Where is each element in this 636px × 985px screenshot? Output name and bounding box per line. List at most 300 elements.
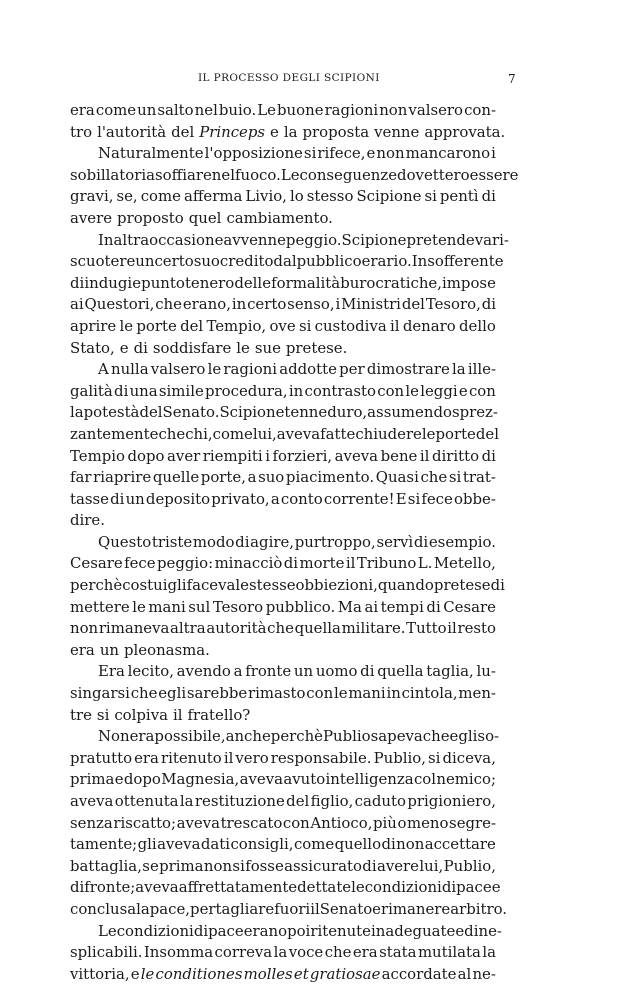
word: aveva: [70, 792, 114, 810]
word: la: [179, 792, 194, 810]
word: di: [481, 295, 496, 314]
word: di: [360, 662, 375, 681]
word: stesso: [306, 187, 354, 206]
word: le: [235, 576, 249, 595]
word: obbe-: [454, 489, 496, 508]
word: pubblico.: [265, 597, 336, 616]
word: cintola,: [401, 684, 458, 703]
word: nel: [194, 101, 218, 119]
word: di: [441, 878, 457, 897]
word: aveva: [157, 835, 201, 854]
word: come: [140, 187, 181, 206]
word: rimasto: [248, 684, 306, 703]
word: sarebbe: [186, 684, 248, 703]
word: e: [270, 122, 279, 141]
word: non: [396, 835, 425, 854]
word: del: [180, 316, 204, 335]
word: restituzione: [194, 792, 285, 810]
page-number: 7: [507, 72, 516, 86]
word: ri-: [491, 230, 509, 249]
word: gravi,: [70, 187, 114, 206]
word: accordate: [381, 964, 457, 983]
word: i: [265, 446, 270, 465]
word: diceva,: [442, 748, 496, 767]
word: ritenute: [310, 921, 371, 940]
word: con: [377, 381, 405, 400]
word: responsabile.: [270, 748, 372, 767]
text-line: [70, 705, 496, 727]
word: le: [351, 878, 365, 897]
word: a: [247, 468, 257, 487]
word: quando: [377, 576, 434, 595]
text-line: [70, 553, 496, 575]
word: costui: [122, 576, 168, 595]
word: fece: [124, 554, 156, 573]
word: far: [70, 468, 92, 487]
word: aveva: [334, 446, 379, 465]
word: pleonasma.: [124, 640, 210, 659]
word: lui,: [252, 424, 277, 443]
word: con: [306, 684, 334, 703]
word: peggio.: [285, 230, 342, 249]
word: dettate: [297, 878, 352, 897]
word: Senato: [319, 899, 373, 918]
text-line: [70, 813, 496, 835]
word: procedura,: [205, 381, 288, 400]
word: splicabili.: [70, 943, 143, 962]
word: il: [345, 554, 356, 573]
word: Cesare: [443, 597, 496, 616]
word: Princeps: [199, 122, 266, 141]
text-line: [70, 122, 506, 144]
word: del: [401, 295, 425, 314]
word: il: [390, 316, 400, 335]
text-line: [70, 100, 496, 122]
word: ai: [364, 597, 379, 616]
text-line: [70, 791, 496, 813]
word: gratiosae: [309, 964, 381, 983]
word: il: [223, 748, 234, 767]
word: ine-: [473, 921, 502, 940]
text-line: [70, 165, 519, 187]
word: minacciò: [214, 554, 283, 573]
text-line: [70, 359, 496, 381]
word: rifece,: [317, 144, 366, 163]
word: di: [114, 381, 129, 400]
word: morte: [299, 554, 345, 573]
word: che: [420, 468, 448, 487]
word: ed: [455, 921, 474, 940]
word: salto: [157, 101, 194, 119]
word: Non: [98, 727, 130, 746]
word: privato,: [211, 489, 270, 508]
word: ne-: [472, 964, 496, 983]
word: la: [283, 122, 298, 141]
word: erario.: [361, 252, 412, 271]
word: consigli,: [230, 835, 294, 854]
word: rimanere: [380, 899, 451, 918]
word: zantemente: [70, 424, 159, 443]
word: un: [99, 640, 119, 659]
word: perchè: [270, 727, 323, 746]
word: il: [310, 899, 320, 918]
word: assicurato: [284, 856, 362, 875]
word: era: [70, 101, 95, 119]
word: quello: [334, 835, 382, 854]
word: o: [397, 813, 407, 832]
word: non: [203, 856, 233, 875]
word: triste: [151, 532, 193, 551]
word: essere: [469, 165, 519, 184]
word: leggi: [420, 381, 458, 400]
word: in: [386, 684, 401, 703]
text-line: [70, 294, 496, 316]
word: Publio,: [373, 748, 426, 767]
word: era: [70, 640, 95, 659]
word: avvenne: [223, 230, 286, 249]
word: duro,: [327, 403, 368, 422]
word: Senato.: [162, 403, 220, 422]
word: un: [137, 101, 157, 119]
word: Questori,: [84, 295, 155, 314]
word: fronte: [245, 662, 292, 681]
word: sobillatori: [70, 165, 147, 184]
word: si: [428, 748, 441, 767]
word: senso,: [287, 295, 335, 314]
word: arbitro.: [450, 899, 508, 918]
text-line: [70, 575, 505, 597]
word: ai: [70, 295, 84, 314]
word: altra: [170, 619, 206, 638]
text-line: [70, 467, 496, 489]
word: Metello,: [433, 554, 496, 573]
word: che: [267, 619, 294, 638]
word: Ministri: [341, 295, 401, 314]
word: di: [110, 489, 125, 508]
word: prima: [159, 856, 204, 875]
word: peggio:: [156, 554, 214, 573]
word: tro: [70, 122, 93, 141]
word: stata: [379, 943, 417, 962]
word: egli: [158, 684, 187, 703]
body-text: [70, 100, 519, 985]
word: indugi: [84, 273, 133, 292]
text-line: [70, 661, 496, 683]
word: mettere: [70, 597, 130, 616]
word: valsero: [408, 101, 464, 119]
word: esempio.: [428, 532, 496, 551]
text-line: [70, 683, 496, 705]
word: dopo: [123, 770, 161, 789]
word: intelligenza: [325, 770, 414, 789]
word: correva: [214, 943, 273, 962]
word: in: [288, 381, 304, 400]
word: fuori: [274, 899, 311, 918]
word: battaglia,: [70, 856, 142, 875]
word: era: [134, 748, 159, 767]
word: gli: [167, 576, 187, 595]
word: si: [424, 187, 437, 206]
text-line: [70, 316, 496, 338]
word: di: [235, 532, 250, 551]
word: militare.: [341, 619, 406, 638]
word: chiudere: [355, 424, 422, 443]
word: delle: [234, 273, 272, 292]
word: Questo: [98, 532, 152, 551]
word: cambiamento.: [226, 208, 333, 227]
word: con: [468, 381, 496, 400]
word: era: [129, 727, 155, 746]
word: figlio,: [310, 792, 354, 810]
word: soffiare: [155, 165, 212, 184]
word: gli: [137, 835, 157, 854]
word: mani: [148, 597, 186, 616]
word: le: [140, 964, 155, 983]
word: aveva: [135, 878, 179, 897]
word: riscatto;: [113, 813, 177, 832]
word: a: [146, 165, 156, 184]
word: aprire: [70, 316, 117, 335]
word: Scipione: [341, 230, 407, 249]
word: Le: [98, 921, 117, 940]
word: trescato: [220, 813, 283, 832]
text-line: [70, 489, 496, 511]
word: tasse: [70, 489, 109, 508]
word: e: [119, 338, 129, 357]
text-line: [70, 597, 496, 619]
word: del: [286, 792, 310, 810]
word: forzieri,: [272, 446, 333, 465]
word: buone: [277, 101, 324, 119]
word: i: [335, 295, 341, 314]
word: di: [133, 338, 148, 357]
word: di: [70, 878, 85, 897]
word: col: [413, 770, 437, 789]
word: uomo: [315, 662, 358, 681]
word: valsero: [150, 360, 206, 379]
word: la: [451, 360, 466, 379]
text-line: [70, 726, 500, 748]
text-line: [70, 640, 496, 662]
word: ritenuto: [160, 748, 222, 767]
word: taglia,: [426, 662, 474, 681]
word: condizioni: [116, 921, 194, 940]
text-line: [70, 769, 496, 791]
word: certo: [154, 252, 194, 271]
word: inadeguate: [370, 921, 456, 940]
word: come: [95, 101, 137, 119]
word: obbiezioni,: [295, 576, 378, 595]
word: men-: [458, 684, 496, 703]
word: le: [119, 316, 134, 335]
word: la: [136, 899, 150, 918]
word: un: [125, 489, 145, 508]
word: et: [293, 964, 309, 983]
word: non: [379, 101, 408, 119]
word: tenero: [184, 273, 235, 292]
word: fece: [421, 489, 453, 508]
word: tre: [70, 705, 92, 724]
word: lo: [289, 187, 304, 206]
word: pace: [456, 878, 492, 897]
word: di: [490, 576, 505, 595]
word: lui,: [419, 856, 444, 875]
word: dimostrare: [366, 360, 450, 379]
word: erano,: [182, 295, 231, 314]
word: le: [236, 338, 250, 357]
text-line: [70, 964, 496, 985]
word: di: [362, 856, 377, 875]
word: quella: [294, 619, 341, 638]
word: custodiva: [314, 316, 387, 335]
word: quelle: [152, 468, 200, 487]
word: anche: [225, 727, 271, 746]
word: fuoco.: [234, 165, 281, 184]
word: credito: [219, 252, 274, 271]
word: in: [231, 295, 247, 314]
word: venne: [374, 122, 420, 141]
text-line: [70, 186, 496, 208]
text-line: [70, 618, 496, 640]
word: autorità: [206, 619, 267, 638]
word: Antioco,: [310, 813, 373, 832]
word: colpiva: [114, 705, 168, 724]
word: porte,: [200, 468, 246, 487]
word: che: [130, 684, 158, 703]
word: altra: [113, 230, 150, 249]
word: deposito: [145, 489, 211, 508]
word: l'opposizione: [204, 144, 303, 163]
word: come: [212, 424, 253, 443]
word: riaprire: [93, 468, 152, 487]
word: mancarono: [405, 144, 491, 163]
text-line: [70, 273, 496, 295]
word: meno: [406, 813, 449, 832]
word: il: [172, 705, 183, 724]
word: dire.: [70, 511, 105, 530]
word: le: [333, 684, 348, 703]
word: certo: [247, 295, 287, 314]
word: tagliare: [215, 899, 275, 918]
word: simile: [158, 381, 204, 400]
word: la: [482, 943, 496, 962]
word: Scipione: [356, 187, 422, 206]
word: purtroppo,: [294, 532, 376, 551]
word: con-: [464, 101, 496, 119]
word: di: [426, 597, 441, 616]
word: pace: [208, 921, 244, 940]
word: la: [70, 403, 84, 422]
word: sapeva: [370, 727, 423, 746]
word: avendo: [176, 662, 231, 681]
text-line: [70, 899, 508, 921]
word: denaro: [402, 316, 456, 335]
word: tempi: [380, 597, 424, 616]
word: vero: [235, 748, 269, 767]
word: che: [155, 295, 182, 314]
word: pretese: [433, 576, 491, 595]
text-line: [70, 856, 496, 878]
word: del: [139, 403, 163, 422]
word: sprez-: [451, 403, 498, 422]
word: rimaneva: [98, 619, 170, 638]
word: sue: [254, 338, 281, 357]
word: sul: [188, 597, 211, 616]
word: Naturalmente: [98, 144, 204, 163]
word: e: [458, 381, 468, 400]
text-line: [70, 532, 496, 554]
word: formalità: [271, 273, 341, 292]
word: A: [98, 360, 109, 379]
word: poi: [287, 921, 311, 940]
word: erano: [243, 921, 288, 940]
word: le: [132, 597, 146, 616]
word: prigioniero,: [407, 792, 496, 810]
word: aveva: [276, 424, 321, 443]
word: si: [303, 144, 317, 163]
word: e: [114, 770, 124, 789]
word: affrettatamente: [178, 878, 298, 897]
word: Era: [98, 662, 125, 681]
word: si: [407, 489, 421, 508]
word: punto: [141, 273, 185, 292]
word: proposto: [117, 208, 184, 227]
word: avuto: [283, 770, 326, 789]
word: lu-: [476, 662, 496, 681]
word: a: [233, 662, 243, 681]
word: aver: [167, 446, 201, 465]
word: il: [447, 619, 457, 638]
word: Tempio: [70, 446, 125, 465]
word: più: [373, 813, 397, 832]
word: Quasi: [375, 468, 419, 487]
word: e: [366, 144, 376, 163]
text-line: [70, 230, 509, 252]
word: L.: [417, 554, 433, 573]
word: e: [491, 878, 501, 897]
word: suo: [193, 252, 220, 271]
text-line: [70, 446, 496, 468]
word: di: [283, 554, 299, 573]
word: Magnesia,: [161, 770, 240, 789]
word: segre-: [449, 813, 496, 832]
word: servì: [376, 532, 414, 551]
word: conseguenze: [299, 165, 398, 184]
word: possibile,: [154, 727, 226, 746]
running-title: IL PROCESSO DEGLI SCIPIONI: [198, 72, 380, 84]
word: del: [475, 424, 499, 443]
word: il: [419, 446, 430, 465]
word: fratello?: [187, 705, 251, 724]
word: di: [481, 446, 496, 465]
word: potestà: [83, 403, 140, 422]
word: agire,: [250, 532, 294, 551]
word: l'autorità: [97, 122, 167, 141]
word: Publio: [323, 727, 371, 746]
word: addotte: [279, 360, 337, 379]
word: Tempio,: [206, 316, 267, 335]
word: fronte;: [84, 878, 136, 897]
word: singarsi: [70, 684, 130, 703]
word: tenne: [284, 403, 328, 422]
word: E: [395, 489, 407, 508]
word: Publio,: [443, 856, 496, 875]
word: che: [422, 727, 450, 746]
word: e: [132, 273, 142, 292]
word: e: [372, 899, 381, 918]
word: impose: [442, 273, 496, 292]
word: corrente!: [323, 489, 395, 508]
